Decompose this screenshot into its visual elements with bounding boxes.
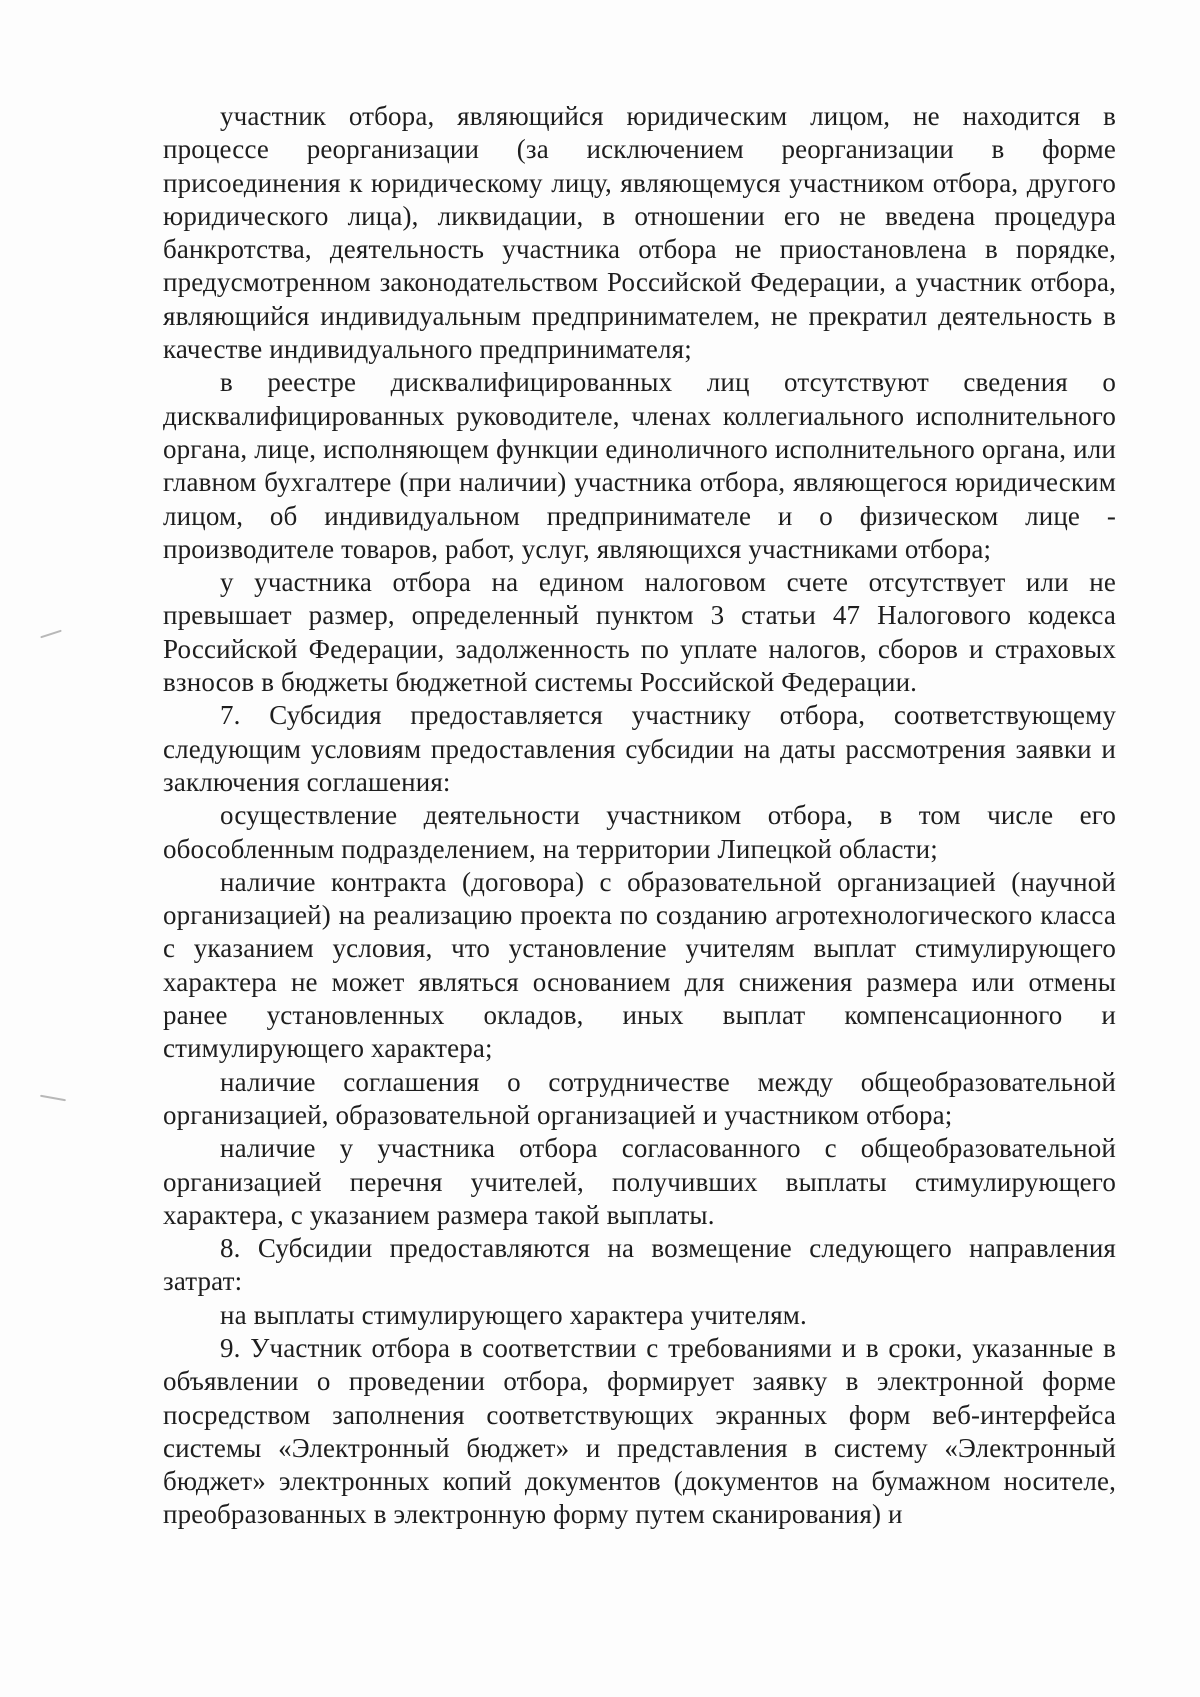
paragraph-tax-debt: у участника отбора на едином налоговом счете отсутствует или не превышает размер, определенный пунктом 3 статьи 47 Налогового кодекса Российской Федерации, задолженность по уплате налогов, сборов и страховых взносов в бюджеты бюджетной системы Российской Федерации. xyxy=(163,567,1116,698)
paragraph-item-7: 7. Субсидия предоставляется участнику отбора, соответствующему следующим условиям предоставления субсидии на даты рассмотрения заявки и заключения соглашения: xyxy=(163,700,1116,797)
paragraph-cooperation-agreement: наличие соглашения о сотрудничестве между общеобразовательной организацией, образовательной организацией и участником отбора; xyxy=(163,1066,1116,1130)
paragraph-item-9: 9. Участник отбора в соответствии с требованиями и в сроки, указанные в объявлении о проведении отбора, формирует заявку в электронной форме посредством заполнения соответствующих экранных форм веб-интерфейса системы «Электронный бюджет» и представления в систему «Электронный бюджет» электронных копий документов (документов на бумажном носителе, преобразованных в электронную форму путем сканирования) и xyxy=(163,1332,1116,1530)
paragraph-territory: осуществление деятельности участником отбора, в том числе его обособленным подразделением, на территории Липецкой области; xyxy=(163,800,1116,864)
scan-artifact xyxy=(40,1095,66,1101)
document-body xyxy=(163,100,1116,1532)
paragraph-cost-direction: на выплаты стимулирующего характера учителям. xyxy=(220,1299,807,1330)
paragraph-teacher-list: наличие у участника отбора согласованного с общеобразовательной организацией перечня учителей, получивших выплаты стимулирующего характера, с указанием размера такой выплаты. xyxy=(163,1133,1116,1230)
paragraph-contract: наличие контракта (договора) с образовательной организацией (научной организацией) на реализацию проекта по созданию агротехнологического класса с указанием условия, что установление учителям выплат стимулирующего характера не может являться основанием для снижения размера или отмены ранее установленных окладов, иных выплат компенсационного и стимулирующего характера; xyxy=(163,866,1116,1064)
paragraph-item-8: 8. Субсидии предоставляются на возмещение следующего направления затрат: xyxy=(163,1233,1116,1297)
scan-artifact xyxy=(40,630,62,639)
paragraph-disqualified-registry: в реестре дисквалифицированных лиц отсутствуют сведения о дисквалифицированных руководителе, членах коллегиального исполнительного органа, лице, исполняющем функции единоличного исполнительного органа, или главном бухгалтере (при наличии) участника отбора, являющегося юридическим лицом, об индивидуальном предпринимателе и о физическом лице - производителе товаров, работ, услуг, являющихся участниками отбора; xyxy=(163,367,1116,564)
paragraph-reorganization: участник отбора, являющийся юридическим лицом, не находится в процессе реорганизации (за исключением реорганизации в форме присоединения к юридическому лицу, являющемуся участником отбора, другого юридического лица), ликвидации, в отношении его не введена процедура банкротства, деятельность участника отбора не приостановлена в порядке, предусмотренном законодательством Российской Федерации, а участник отбора, являющийся индивидуальным предпринимателем, не прекратил деятельность в качестве индивидуального предпринимателя; xyxy=(163,101,1116,365)
